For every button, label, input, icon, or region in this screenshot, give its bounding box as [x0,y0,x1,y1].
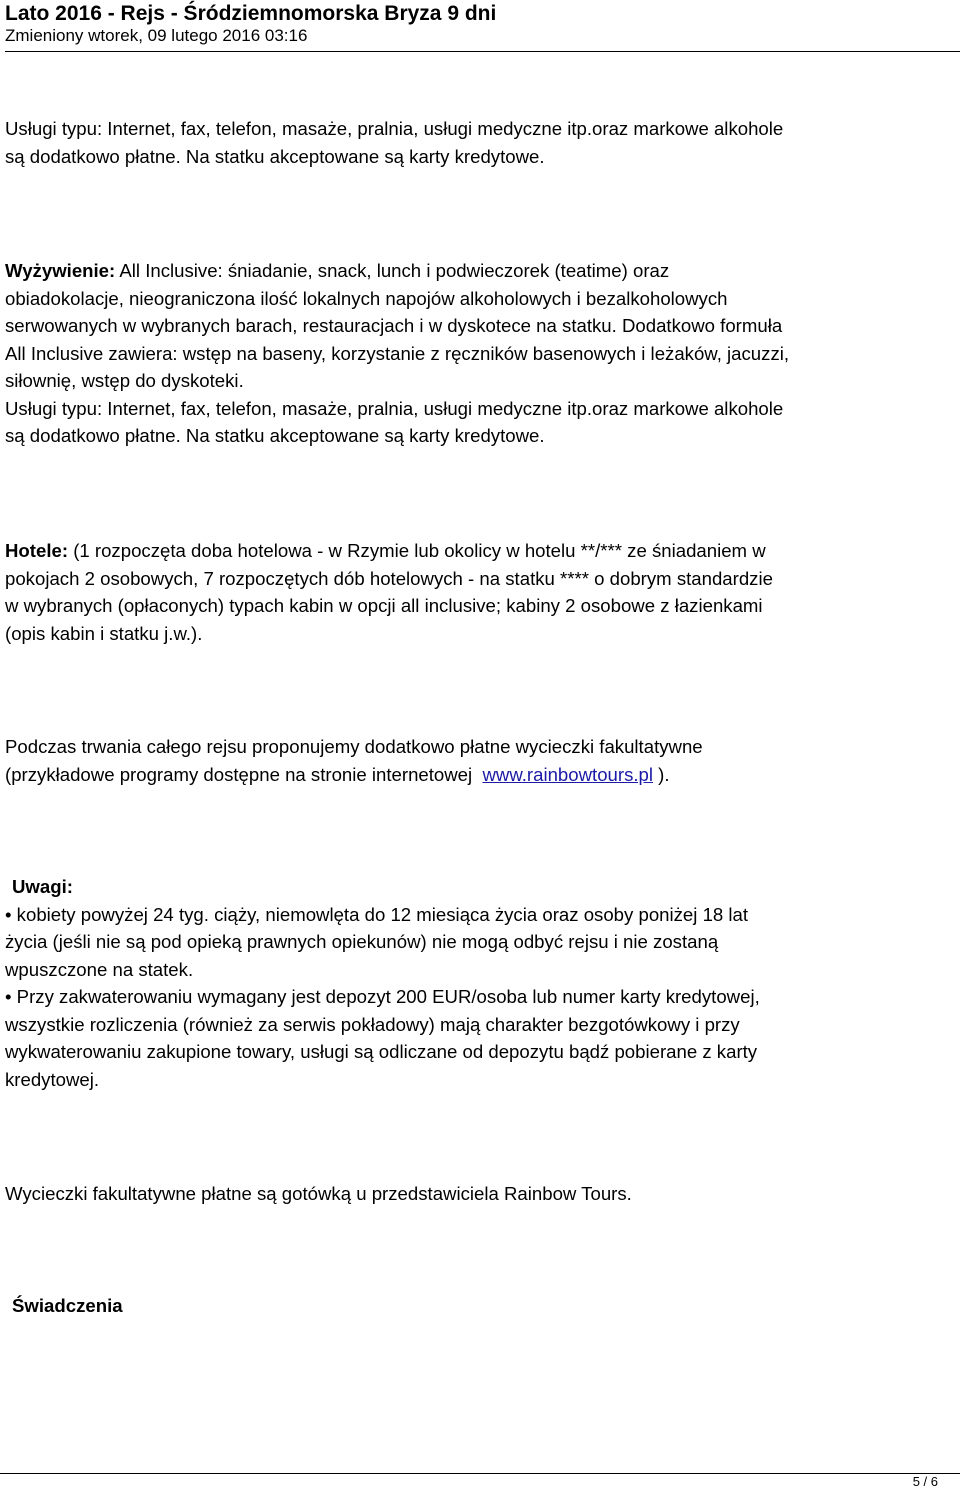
bullet-item: • Przy zakwaterowaniu wymagany jest depozyt 200 EUR/osoba lub numer karty kredytowej, [5,986,760,1007]
text-line: pokojach 2 osobowych, 7 rozpoczętych dób hotelowych - na statku **** o dobrym standardzie [5,567,773,589]
rainbowtours-link[interactable]: www.rainbowtours.pl [482,763,654,785]
text-line: Podczas trwania całego rejsu proponujemy dodatkowo płatne wycieczki fakultatywne [5,736,703,757]
text-line [5,257,955,285]
header-divider [5,51,960,52]
text-line: Usługi typu: Internet, fax, telefon, masaże, pralnia, usługi medyczne itp.oraz markowe alkohole [5,397,784,419]
text-line [5,761,955,789]
hotels-paragraph [5,537,955,647]
bullet-item: • kobiety powyżej 24 tyg. ciąży, niemowlęta do 12 miesiąca życia oraz osoby poniżej 18 lat [5,903,749,925]
text-line: Usługi typu: Internet, fax, telefon, masaże, pralnia, usługi medyczne itp.oraz markowe alkohole [5,118,784,139]
footer-divider [0,1473,960,1474]
text-line: są dodatkowo płatne. Na statku akceptowane są karty kredytowe. [5,425,545,446]
text-line: All Inclusive zawiera: wstęp na baseny, korzystanie z ręczników basenowych i leżaków, jacuzzi, [5,342,790,364]
text-line: obiadokolacje, nieograniczona ilość lokalnych napojów alkoholowych i bezalkoholowych [5,287,728,309]
text-span: (1 rozpoczęta doba hotelowa - w Rzymie lub okolicy w hotelu **/*** ze śniadaniem w [68,540,766,561]
text-line: siłownię, wstęp do dyskoteki. [5,370,244,391]
benefits-heading [5,1292,955,1320]
modified-date: Zmieniony wtorek, 09 lutego 2016 03:16 [5,26,308,45]
text-line: w wybranych (opłaconych) typach kabin w opcji all inclusive; kabiny 2 osobowe z łazienkami [5,595,763,616]
benefits-section [5,1292,955,1320]
text-span: (przykładowe programy dostępne na stronie internetowej [5,763,483,785]
notes-section [5,873,955,1093]
text-line [5,537,955,565]
text-span: All Inclusive: śniadanie, snack, lunch i podwieczorek (teatime) oraz [115,260,670,281]
text-line: wszystkie rozliczenia (również za serwis pokładowy) mają charakter bezgotówkowy i przy [5,1013,740,1035]
services-paragraph [5,115,955,170]
notes-heading [5,873,955,901]
text-line: wykwaterowaniu zakupione towary, usługi są odliczane od depozytu bądź pobierane z karty [5,1041,758,1062]
text-line: (opis kabin i statku j.w.). [5,622,203,644]
text-line: życia (jeśli nie są pod opieką prawnych opiekunów) nie mogą odbyć rejsu i nie zostaną [5,931,719,952]
excursions-paragraph [5,733,955,788]
hotels-label: Hotele: [5,540,69,561]
document-title: Lato 2016 - Rejs - Śródziemnomorska Bryza 9 dni [5,2,497,25]
notes-label: Uwagi: [12,876,73,897]
page-number: 5 / 6 [912,1474,938,1489]
catering-paragraph [5,257,955,450]
text-line: Wycieczki fakultatywne płatne są gotówką u przedstawiciela Rainbow Tours. [5,1183,632,1204]
text-span: ). [653,763,670,785]
text-line: kredytowej. [5,1068,100,1090]
cash-paragraph [5,1180,955,1208]
text-line: serwowanych w wybranych barach, restauracjach i w dyskotece na statku. Dodatkowo formuła [5,315,783,336]
catering-label: Wyżywienie: [5,260,116,281]
benefits-label: Świadczenia [12,1295,123,1316]
text-line: wpuszczone na statek. [5,958,194,980]
text-line: są dodatkowo płatne. Na statku akceptowane są karty kredytowe. [5,145,545,167]
